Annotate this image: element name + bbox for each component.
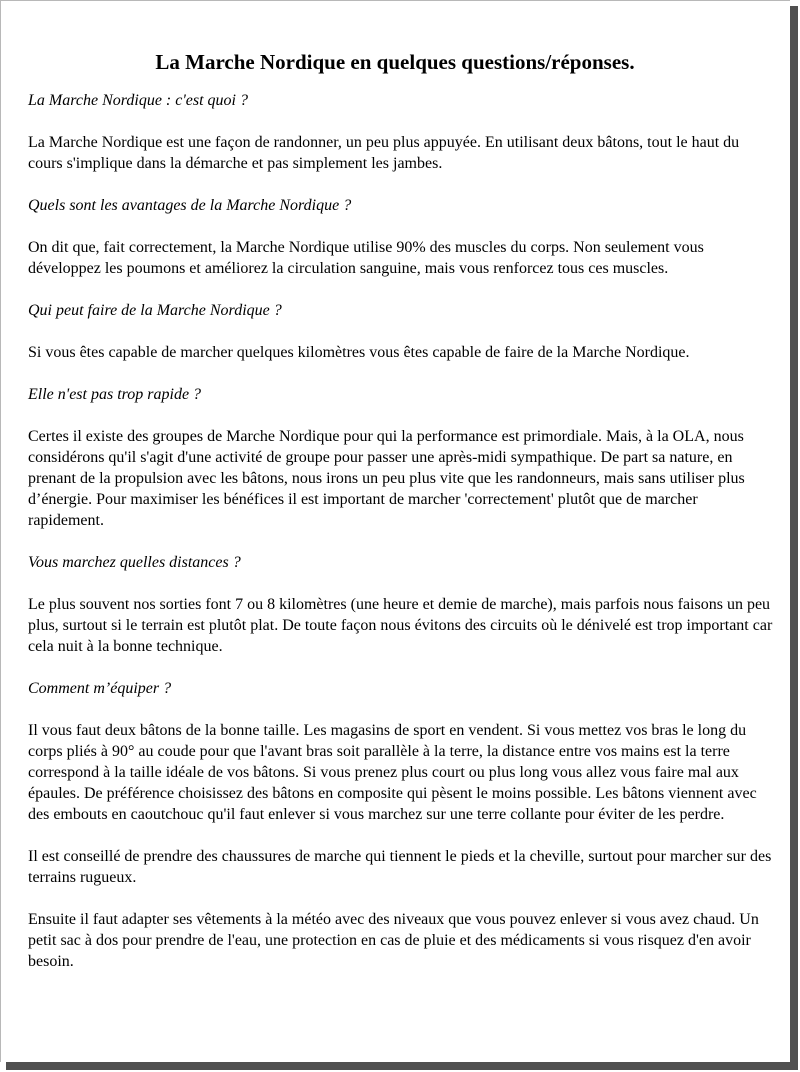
answer-what-is: La Marche Nordique est une façon de randonner, un peu plus appuyée. En utilisant deux bâtons, tout le haut du cours s'implique dans la démarche et pas simplement les jambes. [28,134,740,172]
document-content [28,48,776,993]
question-advantages: Quels sont les avantages de la Marche Nordique ? [28,197,352,214]
question-equipment: Comment m’équiper ? [28,680,172,697]
answer-equipment-shoes: Il est conseillé de prendre des chaussures de marche qui tiennent le pieds et la cheville, surtout pour marcher sur des terrains rugueux. [28,848,772,886]
question-who-can: Qui peut faire de la Marche Nordique ? [28,302,282,319]
page-shadow-right [790,6,798,1070]
answer-advantages: On dit que, fait correctement, la Marche Nordique utilise 90% des muscles du corps. Non seulement vous développez les poumons et améliorez la circulation sanguine, mais vous renforcez tous ces muscles. [28,239,704,277]
answer-too-fast: Certes il existe des groupes de Marche Nordique pour qui la performance est primordiale. Mais, à la OLA, nous considérons qu'il s'agit d'une activité de groupe pour passer une après-midi sympathique. De part sa nature, en prenant de la propulsion avec les bâtons, nous irons un peu plus vite que les randonneurs, mais sans utiliser plus d’énergie. Pour maximiser les bénéfices il est important de marcher 'correctement' plutôt que de marcher rapidement. [28,428,745,529]
question-what-is: La Marche Nordique : c'est quoi ? [28,92,248,109]
question-too-fast: Elle n'est pas trop rapide ? [28,386,202,403]
answer-equipment-poles: Il vous faut deux bâtons de la bonne taille. Les magasins de sport en vendent. Si vous mettez vos bras le long du corps pliés à 90° au coude pour que l'avant bras soit parallèle à la terre, la distance entre vos mains est la terre correspond à la taille idéale de vos bâtons. Si vous prenez plus court ou plus long vous allez vous faire mal aux épaules. De préférence choisissez des bâtons en composite qui pèsent le moins possible. Les bâtons viennent avec des embouts en caoutchouc qu'il faut enlever si vous marchez sur une terre collante pour éviter de les perdre. [28,722,757,823]
answer-who-can: Si vous êtes capable de marcher quelques kilomètres vous êtes capable de faire de la Marche Nordique. [28,344,690,361]
answer-equipment-clothing: Ensuite il faut adapter ses vêtements à la météo avec des niveaux que vous pouvez enlever si vous avez chaud. Un petit sac à dos pour prendre de l'eau, une protection en cas de pluie et des médicaments si vous risquez d'en avoir besoin. [28,911,759,970]
question-distances: Vous marchez quelles distances ? [28,554,241,571]
page-shadow-bottom [6,1062,798,1070]
document-title: La Marche Nordique en quelques questions/réponses. [155,50,635,74]
answer-distances: Le plus souvent nos sorties font 7 ou 8 kilomètres (une heure et demie de marche), mais parfois nous faisons un peu plus, surtout si le terrain est plutôt plat. De toute façon nous évitons des circuits où le dénivelé est trop important car cela nuit à la bonne technique. [28,596,773,655]
